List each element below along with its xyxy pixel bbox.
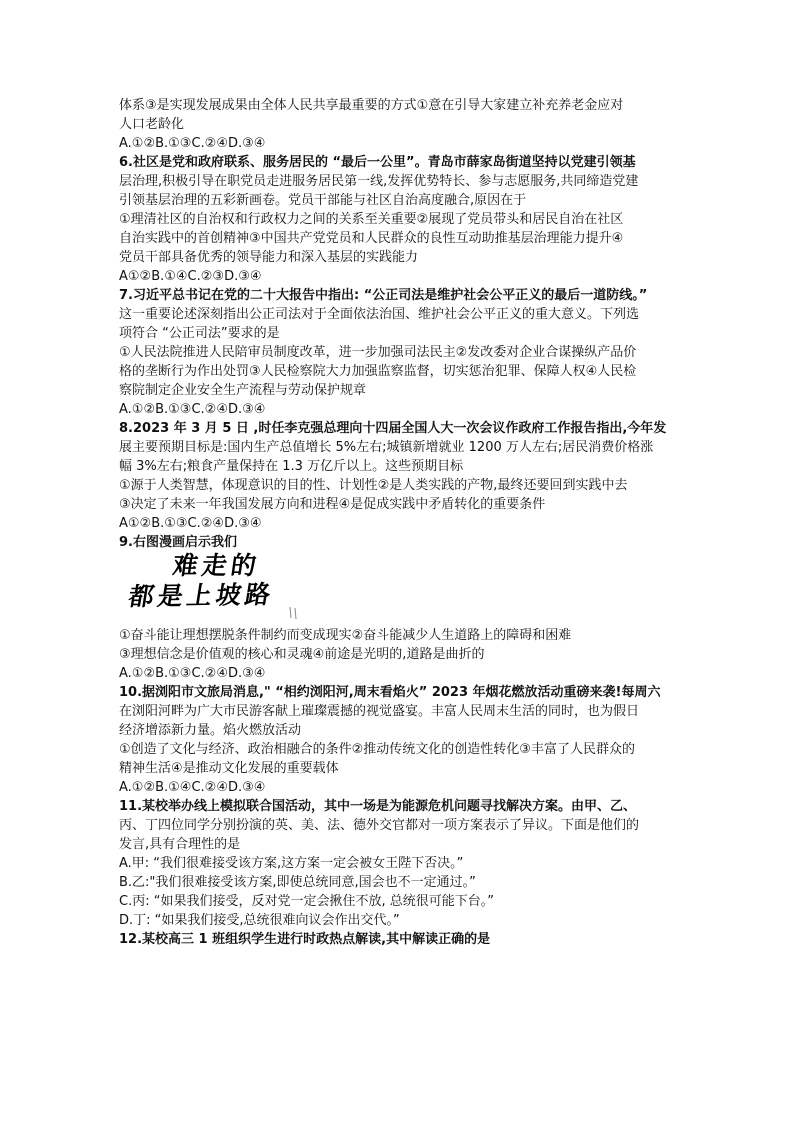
q11-option-d: D.丁: “如果我们接受,总统很难向议会作出交代。”: [119, 913, 400, 928]
q10-statements: ①创造了文化与经济、政治相融合的条件②推动传统文化的创造性转化③丰富了人民群众的: [119, 742, 635, 757]
q10-options: A.①②B.①④C.②④D.③④: [119, 780, 266, 795]
q8-options: A①②B.①③C.②④D.③④: [119, 516, 262, 531]
cartoon-text-row-1: 难走的: [170, 551, 263, 580]
cartoon-stroke-marks: [287, 606, 299, 620]
q5-text-line: 体系③是实现发展成果由全体人民共享最重要的方式①意在引导大家建立补充养老金应对: [119, 98, 624, 113]
q6-stem: 引领基层治理的五彩新画卷。党员干部能与社区自治高度融合,原因在于: [119, 193, 527, 208]
cartoon-text-row-2: 都是上坡路: [126, 579, 277, 612]
q7-stem: 7.习近平总书记在党的二十大报告中指出: “公正司法是维护社会公平正义的最后一道防线。”: [119, 288, 648, 303]
q5-text-line: 人口老龄化: [119, 117, 185, 132]
cartoon-image: [119, 551, 319, 624]
q7-stem: 项符合 “公正司法”要求的是: [119, 326, 280, 341]
q6-statements: 党员干部具备优秀的领导能力和深入基层的实践能力: [119, 250, 419, 265]
q6-statements: ①理清社区的自治权和行政权力之间的关系至关重要②展现了党员带头和居民自治在社区: [119, 212, 624, 227]
document-page: [119, 96, 679, 949]
q6-options: A①②B.①④C.②③D.③④: [119, 269, 262, 284]
q7-options: A.①②B.①③C.②④D.③④: [119, 402, 266, 417]
q8-stem: 展主要预期目标是:国内生产总值增长 5%左右;城镇新增就业 1200 万人左右;居民消费价格涨: [119, 440, 654, 455]
q9-options: A.①②B.①③C.②④D.③④: [119, 666, 266, 681]
q6-statements: 自治实践中的首创精神③中国共产党党员和人民群众的良性互动助推基层治理能力提升④: [119, 231, 624, 246]
q11-stem: 11.某校举办线上模拟联合国活动，其中一场是为能源危机问题寻找解决方案。由甲、乙、: [119, 799, 637, 814]
q5-options: A.①②B.①③C.②④D.③④: [119, 136, 266, 151]
q11-stem: 发言,具有合理性的是: [119, 837, 241, 852]
q9-statements: ①奋斗能让理想摆脱条件制约而变成现实②奋斗能减少人生道路上的障碍和困难: [119, 628, 572, 643]
q7-stem: 这一重要论述深刻指出公正司法对于全面依法治国、维护社会公平正义的重大意义。下列选: [119, 307, 640, 322]
q10-statements: 精神生活④是推动文化发展的重要载体: [119, 761, 339, 776]
q11-stem: 丙、丁四位同学分别扮演的英、美、法、德外交官都对一项方案表示了异议。下面是他们的: [119, 818, 640, 833]
q8-stem: 8.2023 年 3 月 5 日 ,时任李克强总理向十四届全国人大一次会议作政府工作报告指出,今年发: [119, 421, 667, 436]
q10-stem: 经济增添新力量。焰火燃放活动: [119, 723, 302, 738]
q10-stem: 10.据浏阳市文旅局消息," “相约浏阳河,周末看焰火” 2023 年烟花燃放活动重磅来袭!每周六: [119, 685, 661, 700]
q7-statements: 察院制定企业安全生产流程与劳动保护规章: [119, 383, 367, 398]
q7-statements: ①人民法院推进人民陪审员制度改革，进一步加强司法民主②发改委对企业合谋操纵产品价: [119, 345, 637, 360]
q11-option-b: B.乙:"我们很难接受该方案,即使总统同意,国会也不一定通过。”: [119, 875, 476, 890]
q9-stem: 9.右图漫画启示我们: [119, 535, 237, 550]
q11-option-c: C.丙: “如果我们接受，反对党一定会揪住不放, 总统很可能下台。”: [119, 894, 494, 909]
q7-statements: 格的垄断行为作出处罚③人民检察院大力加强监察监督，切实惩治犯罪、保障人权④人民检: [119, 364, 637, 379]
q10-stem: 在浏阳河畔为广大市民游客献上璀璨震撼的视觉盛宴。丰富人民周末生活的同时，也为假日: [119, 704, 640, 719]
q12-stem: 12.某校高三 1 班组织学生进行时政热点解读,其中解读正确的是: [119, 932, 491, 947]
q9-statements: ③理想信念是价值观的核心和灵魂④前途是光明的,道路是曲折的: [119, 647, 485, 662]
q8-statements: ③决定了未来一年我国发展方向和进程④是促成实践中矛盾转化的重要条件: [119, 497, 546, 512]
q6-stem: 6.社区是党和政府联系、服务居民的 “最后一公里”。青岛市薛家岛街道坚持以党建引领基: [119, 155, 636, 170]
q11-option-a: A.甲: “我们很难接受该方案,这方案一定会被女王陛下否决。”: [119, 856, 464, 871]
q8-statements: ①源于人类智慧，体现意识的目的性、计划性②是人类实践的产物,最终还要回到实践中去: [119, 478, 628, 493]
q6-stem: 层治理,积极引导在职党员走进服务居民第一线,发挥优势特长、参与志愿服务,共同缔造党建: [119, 174, 639, 189]
q8-stem: 幅 3%左右;粮食产量保持在 1.3 万亿斤以上。这些预期目标: [119, 459, 464, 474]
